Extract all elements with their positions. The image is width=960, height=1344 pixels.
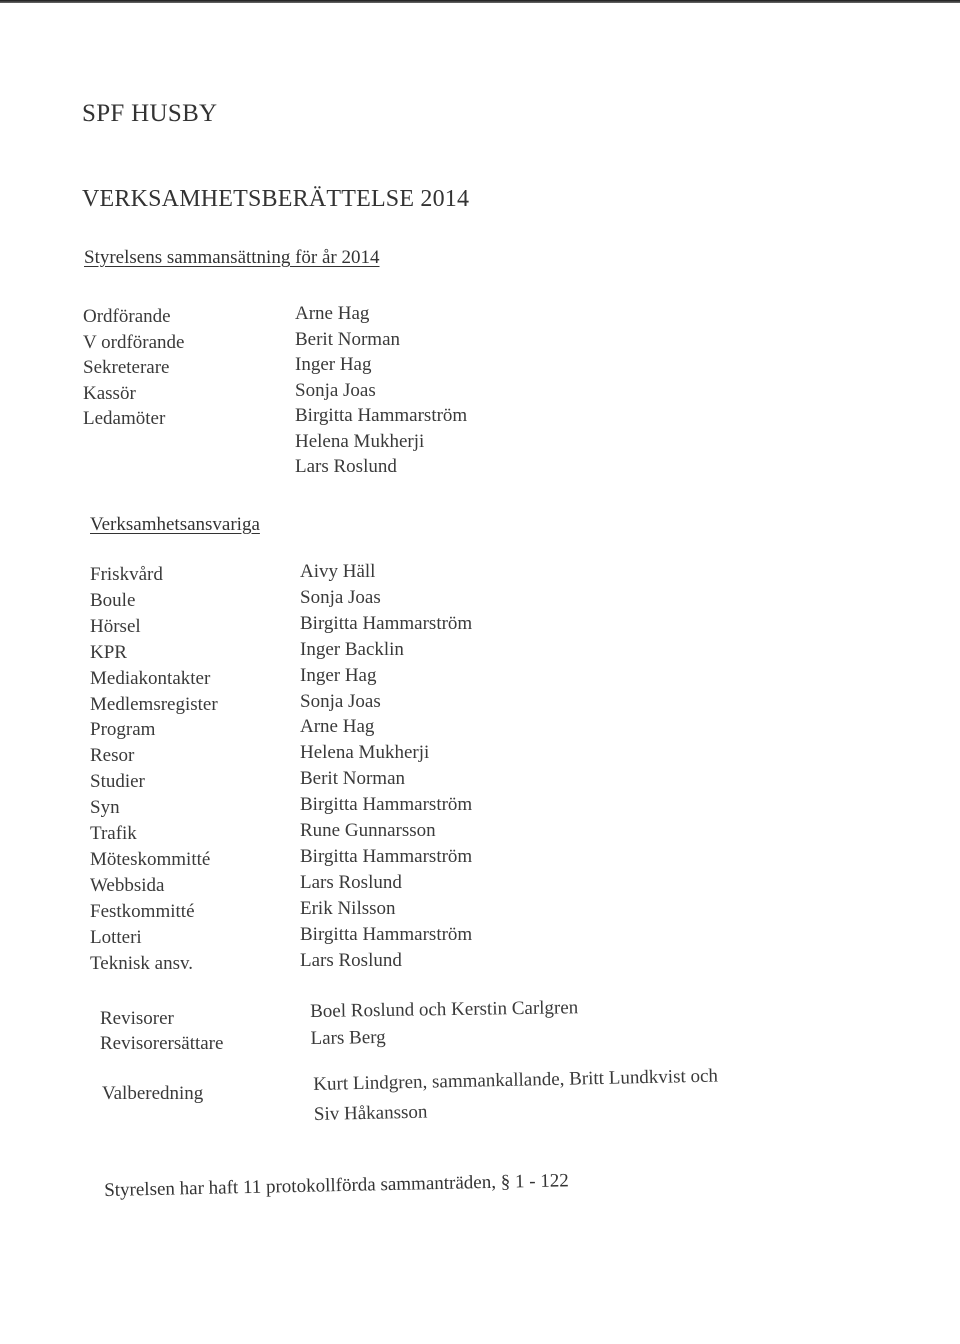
nomination-names-column [313,1062,719,1130]
board-role: V ordförande [83,331,185,353]
responsibility-area: Resor [90,745,135,767]
responsibility-area: Syn [90,797,120,819]
board-member: Birgitta Hammarström [295,405,468,426]
meetings-summary: Styrelsen har haft 11 protokollförda sammanträden, § 1 - 122 [104,1170,570,1201]
auditor-role: Revisorersättare [100,1033,224,1054]
responsibility-names-column [300,559,472,974]
audit-roles-column [100,1006,223,1056]
responsible-person: Sonja Joas [300,586,381,608]
board-role: Kassör [83,382,136,404]
board-role: Ledamöter [83,408,166,429]
nomination-names: Siv Håkansson [313,1101,428,1125]
organization-name: SPF HUSBY [82,100,218,127]
responsibility-area: Trafik [90,823,137,845]
board-role: Sekreterare [83,357,170,378]
responsible-person: Inger Backlin [300,638,404,660]
responsibility-area: Teknisk ansv. [90,952,193,974]
board-member: Inger Hag [295,354,372,375]
board-heading: Styrelsens sammansättning för år 2014 [84,247,380,268]
responsible-person: Arne Hag [300,716,375,738]
responsibility-roles-column [90,562,218,977]
nomination-role: Valberedning [102,1083,204,1104]
responsible-person: Berit Norman [300,768,406,790]
responsibility-area: Studier [90,771,145,793]
scan-top-edge [0,0,960,3]
responsible-person: Erik Nilsson [300,897,396,919]
responsibility-area: Medlemsregister [90,693,218,715]
document-title: VERKSAMHETSBERÄTTELSE 2014 [82,186,470,212]
board-role: Ordförande [83,306,171,327]
responsibility-area: Mediakontakter [90,667,211,689]
responsible-person: Aivy Häll [300,561,376,582]
nomination-names: Kurt Lindgren, sammankallande, Britt Lundkvist och [313,1065,719,1095]
responsible-person: Sonja Joas [300,690,381,712]
board-names-column [295,301,467,480]
responsible-person: Birgitta Hammarström [300,612,473,634]
responsibility-area: Hörsel [90,615,141,637]
responsibilities-heading: Verksamhetsansvariga [90,514,260,535]
auditor-role: Revisorer [100,1008,174,1029]
responsibility-area: Lotteri [90,926,142,948]
responsible-person: Helena Mukherji [300,742,430,764]
audit-names-column [310,994,579,1052]
board-roles-column [83,304,184,432]
board-member: Helena Mukherji [295,430,425,452]
auditor-names: Lars Berg [310,1026,386,1049]
responsible-person: Lars Roslund [300,871,402,893]
board-member: Sonja Joas [295,379,376,401]
board-member: Lars Roslund [295,456,397,477]
responsibility-area: Festkommitté [90,900,195,922]
responsibility-area: Friskvård [90,564,163,585]
responsible-person: Inger Hag [300,664,377,686]
responsible-person: Birgitta Hammarström [300,845,473,867]
responsible-person: Lars Roslund [300,949,402,971]
responsible-person: Birgitta Hammarström [300,794,473,816]
responsible-person: Birgitta Hammarström [300,923,473,945]
auditor-names: Boel Roslund och Kerstin Carlgren [310,997,579,1022]
responsible-person: Rune Gunnarsson [300,820,436,842]
responsibility-area: Möteskommitté [90,848,211,870]
responsibility-area: Webbsida [90,874,165,896]
responsibility-area: KPR [90,641,127,663]
responsibility-area: Boule [90,589,136,611]
responsibility-area: Program [90,719,156,741]
board-member: Arne Hag [295,303,370,324]
board-member: Berit Norman [295,328,401,350]
